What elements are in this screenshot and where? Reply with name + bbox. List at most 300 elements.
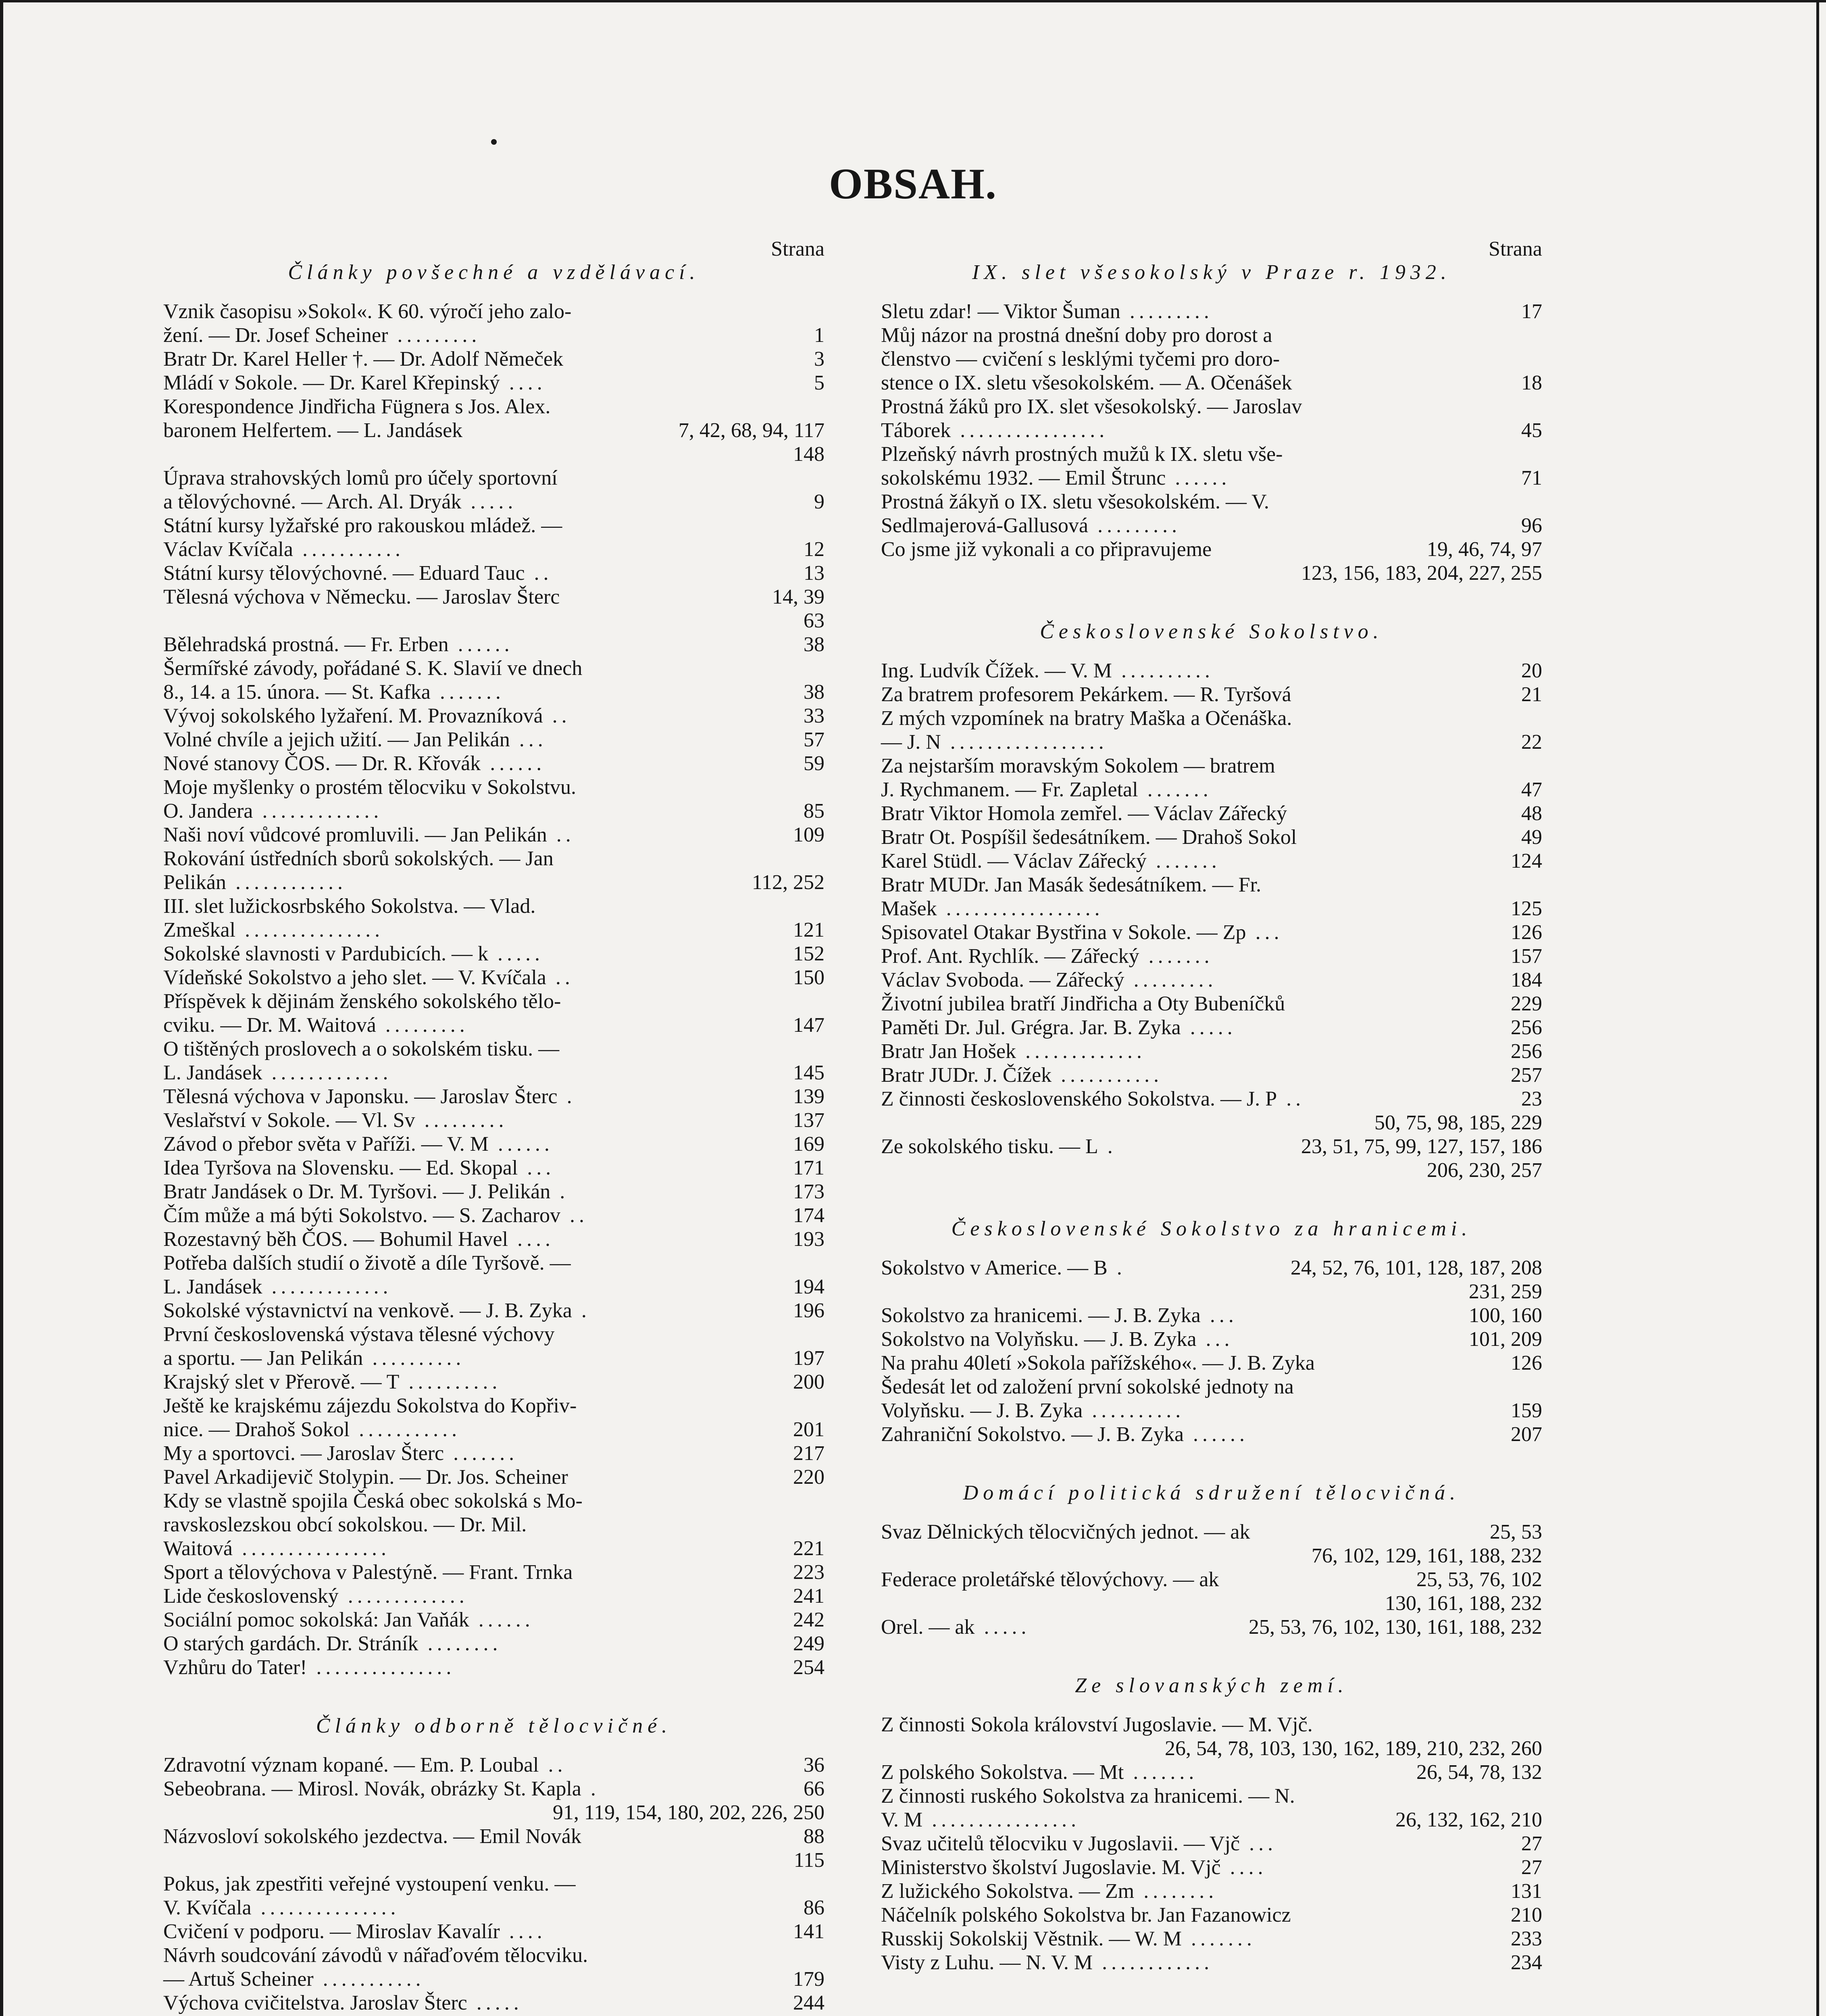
page-numbers: 101, 209 [1464, 1328, 1542, 1351]
toc-line [881, 1135, 1542, 1158]
toc-line [881, 300, 1542, 323]
toc-line [163, 1801, 825, 1824]
leader-dots: ...... [481, 752, 546, 775]
toc-entry [881, 395, 1542, 442]
toc-line [163, 347, 825, 371]
toc-line [163, 1489, 825, 1513]
entry-title: Vznik časopisu »Sokol«. K 60. výročí jeho zalo- [163, 300, 572, 323]
page-numbers: 150 [788, 966, 825, 989]
toc-line [163, 752, 825, 775]
toc-line [881, 659, 1542, 683]
toc-line [163, 1872, 825, 1896]
page-numbers: 3 [809, 348, 825, 371]
toc-line [163, 537, 825, 561]
leader-dots: ........... [313, 1968, 425, 1991]
leader-dots: ......... [415, 1109, 508, 1132]
entry-title: Životní jubilea bratří Jindřicha a Oty Bubeníčků [881, 992, 1285, 1015]
toc-line [163, 1037, 825, 1061]
toc-line [881, 1713, 1542, 1737]
page-numbers: 126 [1505, 1352, 1542, 1375]
toc-line [881, 466, 1542, 490]
toc-entry [881, 1615, 1542, 1639]
toc-entry [881, 1135, 1542, 1182]
toc-entry [163, 1322, 825, 1370]
entry-title: Federace proletářské tělovýchovy. — ak [881, 1568, 1219, 1591]
leader-dots: ............. [262, 1061, 392, 1084]
page-numbers: 26, 54, 78, 132 [1411, 1761, 1542, 1784]
page-numbers: 85 [798, 800, 825, 823]
page-numbers: 229 [1505, 992, 1542, 1015]
entry-title: Rokování ústředních sborů sokolských. — Jan [163, 847, 554, 870]
entry-title: nice. — Drahoš Sokol ........... [163, 1418, 461, 1441]
page-numbers: 18 [1516, 371, 1542, 394]
section-heading: Československé Sokolstvo. [1040, 620, 1383, 643]
toc-entry [163, 561, 825, 585]
entry-title: Kdy se vlastně spojila Česká obec sokolská s Mo- [163, 1489, 583, 1512]
section-heading: Domácí politická sdružení tělocvičná. [963, 1481, 1460, 1504]
toc-entry [163, 1132, 825, 1156]
toc-line [163, 1346, 825, 1370]
page-numbers: 22 [1516, 731, 1542, 754]
entry-title: Bratr Dr. Karel Heller †. — Dr. Adolf Němeček [163, 348, 564, 371]
page-numbers: 23, 51, 75, 99, 127, 157, 186 [1296, 1135, 1542, 1158]
toc-line [881, 921, 1542, 944]
toc-line [163, 1061, 825, 1085]
entry-title: Pelikán ............ [163, 871, 347, 894]
leader-dots: ... [510, 728, 547, 751]
toc-line [163, 1991, 825, 2015]
entry-title: L. Jandásek ............. [163, 1061, 392, 1084]
toc-entry [163, 1872, 825, 1920]
entry-title: Šedesát let od založení první sokolské jednoty na [881, 1375, 1294, 1398]
toc-line [163, 1608, 825, 1632]
leader-dots: ...... [1184, 1423, 1249, 1446]
toc-line [881, 754, 1542, 778]
toc-entry [881, 825, 1542, 849]
leader-dots: ....... [444, 1442, 518, 1465]
toc-entry [163, 704, 825, 728]
entry-title: Zdravotní význam kopané. — Em. P. Loubal .. [163, 1754, 567, 1776]
page-numbers: 48 [1516, 802, 1542, 825]
page-numbers: 179 [788, 1968, 825, 1991]
page-numbers: 7, 42, 68, 94, 117 [673, 419, 825, 442]
entry-title: Ještě ke krajskému zájezdu Sokolstva do Kopřiv- [163, 1394, 577, 1417]
page-numbers: 125 [1505, 897, 1542, 920]
page-numbers: 159 [1505, 1399, 1542, 1422]
entry-title: Výchova cvičitelstva. Jaroslav Šterc ..... [163, 1991, 523, 2014]
toc-entry [163, 1299, 825, 1322]
page-numbers: 25, 53 [1485, 1520, 1542, 1543]
page-numbers: 171 [788, 1156, 825, 1179]
leader-dots: ................ [922, 1808, 1081, 1831]
entry-title: Mašek ................. [881, 897, 1104, 920]
leader-dots: . [557, 1085, 576, 1108]
toc-line [881, 1879, 1542, 1903]
section-heading: Československé Sokolstvo za hranicemi. [951, 1217, 1472, 1240]
toc-entry [881, 1903, 1542, 1927]
page-numbers: 221 [788, 1537, 825, 1560]
toc-entry [881, 1832, 1542, 1856]
toc-line [163, 918, 825, 942]
entry-title: — J. N ................. [881, 731, 1108, 754]
entry-title: Korespondence Jindřicha Fügnera s Jos. Alex. [163, 395, 551, 418]
page-numbers: 244 [788, 1991, 825, 2014]
entry-title: Bratr Jan Hošek ............. [881, 1040, 1146, 1063]
leader-dots: ............ [226, 871, 347, 894]
page-numbers: 223 [788, 1561, 825, 1584]
toc-line [163, 775, 825, 799]
entry-title: Potřeba dalších studií o životě a díle Tyršově. — [163, 1252, 571, 1275]
page-numbers: 33 [798, 704, 825, 727]
leader-dots: .. [543, 704, 571, 727]
entry-title: Bratr JUDr. J. Čížek ........... [881, 1064, 1163, 1087]
toc-line [881, 944, 1542, 968]
toc-line [163, 656, 825, 680]
leader-dots: ............... [251, 1896, 400, 1919]
page-numbers: 174 [788, 1204, 825, 1227]
toc-entry [163, 1156, 825, 1180]
leader-dots: ........... [350, 1418, 461, 1441]
toc-entry [163, 942, 825, 966]
toc-line [881, 802, 1542, 825]
page-numbers: 145 [788, 1061, 825, 1084]
toc-line [881, 1903, 1542, 1927]
toc-line [163, 894, 825, 918]
entry-title: Karel Stüdl. — Václav Zářecký ....... [881, 850, 1221, 873]
page-numbers: 256 [1505, 1040, 1542, 1063]
toc-line [163, 823, 825, 847]
toc-line [881, 490, 1542, 514]
toc-line [881, 1256, 1542, 1280]
entry-title: Paměti Dr. Jul. Grégra. Jar. B. Zyka ..... [881, 1016, 1237, 1039]
page-numbers: 157 [1505, 945, 1542, 968]
leader-dots: . [550, 1180, 569, 1203]
toc-entry [163, 1753, 825, 1777]
toc-entry [163, 1251, 825, 1299]
toc-line [163, 942, 825, 966]
page-numbers: 17 [1516, 300, 1542, 323]
entry-title: Russkij Sokolskij Věstnik. — W. M ....... [881, 1927, 1256, 1950]
entry-title: Bratr Ot. Pospíšil šedesátníkem. — Drahoš Sokol [881, 826, 1297, 849]
toc-line [163, 1537, 825, 1560]
entry-title: Svaz Dělnických tělocvičných jednot. — ak [881, 1520, 1250, 1543]
toc-line [881, 1399, 1542, 1422]
toc-entry [163, 1085, 825, 1108]
page-numbers: 147 [788, 1014, 825, 1037]
entry-title: členstvo — cvičení s lesklými tyčemi pro doro- [881, 348, 1280, 371]
leader-dots: ..... [974, 1616, 1031, 1639]
toc-line [881, 1568, 1542, 1591]
toc-entry [163, 1943, 825, 1991]
page-numbers: 5 [809, 371, 825, 394]
toc-line [163, 1513, 825, 1537]
entry-title: Tělesná výchova v Německu. — Jaroslav Šterc [163, 585, 560, 608]
entry-title: Lide československý ............. [163, 1585, 468, 1608]
section-heading: Články povšechné a vzdělávací. [288, 261, 700, 284]
toc-entry [163, 514, 825, 561]
entry-title: Můj názor na prostná dnešní doby pro dorost a [881, 324, 1272, 347]
toc-line [881, 968, 1542, 992]
toc-entry [163, 1465, 825, 1489]
strana-label: Strana [1489, 237, 1542, 260]
toc-line [881, 1327, 1542, 1351]
scan-edge-left [0, 0, 3, 2016]
page-numbers: 197 [788, 1347, 825, 1370]
toc-line [163, 1656, 825, 1679]
page-numbers: 9 [809, 490, 825, 513]
page-numbers: 210 [1505, 1904, 1542, 1926]
toc-entry [163, 1108, 825, 1132]
entry-title: Nové stanovy ČOS. — Dr. R. Křovák ...... [163, 752, 546, 775]
entry-title: Sletu zdar! — Viktor Šuman ......... [881, 300, 1213, 323]
leader-dots: ............. [253, 800, 383, 823]
toc-entry [163, 347, 825, 371]
toc-entry [881, 1784, 1542, 1832]
entry-title: V. M ................ [881, 1808, 1081, 1831]
page-numbers: 200 [788, 1370, 825, 1393]
toc-entry [163, 989, 825, 1037]
page-numbers: 25, 53, 76, 102, 130, 161, 188, 232 [1243, 1616, 1542, 1639]
page-numbers: 27 [1516, 1856, 1542, 1879]
entry-title: O starých gardách. Dr. Stráník ........ [163, 1632, 502, 1655]
page-numbers: 26, 132, 162, 210 [1390, 1808, 1542, 1831]
toc-entry [163, 633, 825, 656]
entry-title: Státní kursy tělovýchovné. — Eduard Tauc .. [163, 562, 553, 585]
toc-line [163, 1108, 825, 1132]
leader-dots: ........... [1051, 1064, 1163, 1087]
toc-entry [163, 894, 825, 942]
toc-entry [163, 752, 825, 775]
toc-line [881, 825, 1542, 849]
toc-line [881, 1615, 1542, 1639]
toc-line [163, 1204, 825, 1227]
toc-entry [881, 1520, 1542, 1568]
toc-line [163, 300, 825, 323]
entry-title: a tělovýchovné. — Arch. Al. Dryák ..... [163, 490, 517, 513]
toc-entry [163, 1037, 825, 1085]
toc-line [881, 873, 1542, 897]
toc-line [881, 1304, 1542, 1327]
leader-dots: ........... [293, 538, 404, 561]
toc-entry [163, 1777, 825, 1824]
toc-line [163, 1085, 825, 1108]
leader-dots: .. [547, 823, 575, 846]
left-column [163, 238, 825, 2015]
toc-entry [881, 1256, 1542, 1304]
toc-line [163, 1299, 825, 1322]
toc-line [163, 395, 825, 419]
toc-entry [163, 1441, 825, 1465]
toc-line [163, 1156, 825, 1180]
leader-dots: ..... [461, 490, 517, 513]
leader-dots: .. [525, 562, 553, 585]
entry-title: Zahraniční Sokolstvo. — J. B. Zyka ...... [881, 1423, 1249, 1446]
entry-title: 8., 14. a 15. února. — St. Kafka ....... [163, 681, 505, 704]
entry-title: Sokolstvo za hranicemi. — J. B. Zyka ... [881, 1304, 1238, 1327]
entry-title: První československá výstava tělesné výchovy [163, 1323, 555, 1346]
leader-dots: ................. [937, 897, 1104, 920]
leader-dots: ......... [1088, 514, 1181, 537]
entry-title: Spisovatel Otakar Bystřina v Sokole. — Zp ... [881, 921, 1283, 944]
leader-dots: ... [518, 1156, 555, 1179]
toc-line [881, 1591, 1542, 1615]
toc-line [163, 371, 825, 395]
leader-dots: ........ [1134, 1880, 1218, 1903]
toc-entry [881, 849, 1542, 873]
entry-title: Volné chvíle a jejich užití. — Jan Pelikán ... [163, 728, 547, 751]
leader-dots: ..... [467, 1991, 523, 2014]
entry-title: Na prahu 40letí »Sokola pařížského«. — J. B. Zyka [881, 1352, 1315, 1375]
toc-line [881, 1808, 1542, 1832]
entry-title: Cvičení v podporu. — Miroslav Kavalír .... [163, 1920, 546, 1943]
entry-title: Názvosloví sokolského jezdectva. — Emil Novák [163, 1825, 581, 1848]
entry-title: Sokolstvo na Volyňsku. — J. B. Zyka ... [881, 1328, 1234, 1351]
toc-line [163, 1418, 825, 1441]
toc-entry [163, 847, 825, 894]
toc-line [163, 609, 825, 633]
toc-entry [881, 323, 1542, 395]
toc-line [881, 514, 1542, 537]
entry-title: Z činnosti Sokola království Jugoslavie. — M. Vjč. [881, 1713, 1313, 1736]
toc-line [881, 849, 1542, 873]
page-numbers: 50, 75, 98, 185, 229 [1369, 1111, 1542, 1134]
toc-line [163, 1943, 825, 1967]
toc-line [163, 1227, 825, 1251]
entry-title: Pavel Arkadijevič Stolypin. — Dr. Jos. Scheiner [163, 1466, 568, 1489]
page-numbers: 193 [788, 1228, 825, 1251]
leader-dots: .. [1277, 1087, 1305, 1110]
toc-entry [881, 300, 1542, 323]
entry-title: Prostná žákyň o IX. sletu všesokolském. — V. [881, 490, 1269, 513]
entry-title: Naši noví vůdcové promluvili. — Jan Pelikán .. [163, 823, 575, 846]
toc-line [163, 680, 825, 704]
toc-line [881, 897, 1542, 921]
toc-line [881, 992, 1542, 1016]
entry-title: žení. — Dr. Josef Scheiner ......... [163, 324, 481, 347]
toc-entry [881, 1039, 1542, 1063]
leader-dots: . [572, 1299, 591, 1322]
entry-title: Sebeobrana. — Mirosl. Novák, obrázky St. Kapla . [163, 1777, 600, 1800]
entry-title: Orel. — ak ..... [881, 1616, 1031, 1639]
entry-title: Svaz učitelů tělocviku v Jugoslavii. — Vjč ... [881, 1832, 1277, 1855]
leader-dots: ................ [232, 1537, 390, 1560]
page-numbers: 115 [788, 1849, 825, 1872]
toc-line [163, 1560, 825, 1584]
page-numbers: 148 [788, 443, 825, 466]
entry-title: Sport a tělovýchova v Palestýně. — Frant. Trnka [163, 1561, 573, 1584]
entry-title: Ing. Ludvík Čížek. — V. M .......... [881, 659, 1214, 682]
page-numbers: 242 [788, 1608, 825, 1631]
leader-dots: .... [500, 371, 546, 394]
entry-title: Tělesná výchova v Japonsku. — Jaroslav Šterc . [163, 1085, 576, 1108]
toc-line [163, 1584, 825, 1608]
toc-entry [163, 1180, 825, 1204]
toc-entry [163, 1560, 825, 1584]
toc-line [163, 585, 825, 609]
toc-entry [881, 1351, 1542, 1375]
entry-title: Z mých vzpomínek na bratry Maška a Očenáška. [881, 707, 1292, 730]
toc-line [881, 1111, 1542, 1135]
toc-line [163, 442, 825, 466]
entry-title: Sociální pomoc sokolská: Jan Vaňák ...... [163, 1608, 534, 1631]
page-numbers: 207 [1505, 1423, 1542, 1446]
page-numbers: 126 [1505, 921, 1542, 944]
toc-entry [881, 1713, 1542, 1760]
toc-entry [881, 1760, 1542, 1784]
toc-line [163, 704, 825, 728]
page-numbers: 137 [788, 1109, 825, 1132]
entry-title: My a sportovci. — Jaroslav Šterc ....... [163, 1442, 518, 1465]
toc-entry [881, 1016, 1542, 1039]
entry-title: Prostná žáků pro IX. slet všesokolský. — Jaroslav [881, 395, 1302, 418]
toc-line [881, 347, 1542, 371]
entry-title: Waitová ................ [163, 1537, 390, 1560]
page-numbers: 38 [798, 681, 825, 704]
leader-dots: .......... [1112, 659, 1214, 682]
entry-title: Příspěvek k dějinám ženského sokolského tělo- [163, 990, 561, 1013]
toc-line [163, 1632, 825, 1656]
entry-title: Táborek ................ [881, 419, 1109, 442]
toc-line [163, 966, 825, 989]
page-numbers: 47 [1516, 778, 1542, 801]
entry-title: Šermířské závody, pořádané S. K. Slavií ve dnech [163, 657, 583, 680]
leader-dots: ... [1240, 1832, 1277, 1855]
entry-title: Sokolské slavnosti v Pardubicích. — k ..... [163, 942, 544, 965]
toc-line [881, 730, 1542, 754]
toc-line [163, 1777, 825, 1801]
page-numbers: 12 [798, 538, 825, 561]
entry-title: Ze sokolského tisku. — L . [881, 1135, 1117, 1158]
leader-dots: ............ [1093, 1951, 1214, 1974]
toc-line [881, 323, 1542, 347]
entry-title: Vzhůru do Tater! ............... [163, 1656, 456, 1679]
toc-entry [163, 1991, 825, 2015]
leader-dots: ............. [262, 1275, 392, 1298]
toc-entry [881, 1304, 1542, 1327]
toc-line [881, 1784, 1542, 1808]
section-heading: IX. slet všesokolský v Praze r. 1932. [972, 261, 1451, 284]
toc-entry [163, 1824, 825, 1872]
leader-dots: ...... [488, 1133, 554, 1156]
toc-entry [881, 1856, 1542, 1879]
toc-line [163, 490, 825, 514]
toc-line [163, 989, 825, 1013]
leader-dots: .... [508, 1228, 555, 1251]
toc-entry [163, 1920, 825, 1943]
page-numbers: 169 [788, 1133, 825, 1156]
toc-line [881, 706, 1542, 730]
leader-dots: ... [1200, 1304, 1238, 1327]
page-numbers: 112, 252 [746, 871, 825, 894]
toc-entry [881, 921, 1542, 944]
entry-title: Zmeškal ............... [163, 918, 384, 941]
section-heading: Ze slovanských zemí. [1075, 1674, 1348, 1697]
entry-title: Moje myšlenky o prostém tělocviku v Sokolstvu. [163, 776, 577, 799]
leader-dots: ................. [941, 731, 1108, 754]
entry-title: Státní kursy lyžařské pro rakouskou mládež. — [163, 514, 562, 537]
page-numbers: 124 [1505, 850, 1542, 873]
entry-title: Za bratrem profesorem Pekárkem. — R. Tyršová [881, 683, 1291, 706]
entry-title: Veslařství v Sokole. — Vl. Sv ......... [163, 1109, 508, 1132]
toc-line [881, 1832, 1542, 1856]
page-numbers: 26, 54, 78, 103, 130, 162, 189, 210, 232, 260 [1160, 1737, 1542, 1760]
entry-title: L. Jandásek ............. [163, 1275, 392, 1298]
entry-title: Bratr Viktor Homola zemřel. — Václav Zářecký [881, 802, 1287, 825]
leader-dots: ............. [1016, 1040, 1146, 1063]
entry-title: Mládí v Sokole. — Dr. Karel Křepinský .... [163, 371, 546, 394]
toc-entry [163, 1227, 825, 1251]
scan-edge-right [1816, 0, 1819, 2016]
